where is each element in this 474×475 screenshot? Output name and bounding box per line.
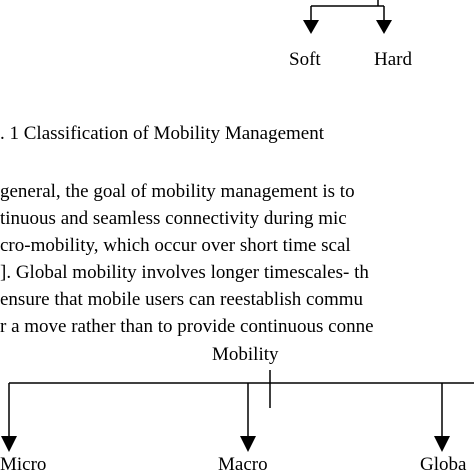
arrow-down-icon	[240, 436, 256, 452]
paragraph-line: tinuous and seamless connectivity during mic	[0, 208, 347, 229]
bottom-tree-leaf-micro: Micro	[0, 454, 47, 475]
bottom-tree-leaf-global: Globa	[420, 454, 467, 475]
arrow-down-icon	[376, 20, 392, 34]
figure-caption: . 1 Classification of Mobility Management	[0, 123, 325, 144]
top-tree-leaf-soft: Soft	[289, 49, 321, 70]
bottom-tree-leaf-macro: Macro	[218, 454, 268, 475]
arrow-down-icon	[434, 436, 450, 452]
paragraph-line: ]. Global mobility involves longer timescales- th	[0, 262, 369, 283]
bottom-tree-root-mobility: Mobility	[212, 344, 279, 365]
paragraph-line: cro-mobility, which occur over short time scal	[0, 235, 351, 256]
paragraph-line: general, the goal of mobility management is to	[0, 181, 355, 202]
arrow-down-icon	[1, 436, 17, 452]
arrow-down-icon	[303, 20, 319, 34]
paragraph-line: ensure that mobile users can reestablish commu	[0, 289, 364, 310]
top-tree-leaf-hard: Hard	[374, 49, 412, 70]
paragraph-line: r a move rather than to provide continuous conne	[0, 316, 374, 337]
